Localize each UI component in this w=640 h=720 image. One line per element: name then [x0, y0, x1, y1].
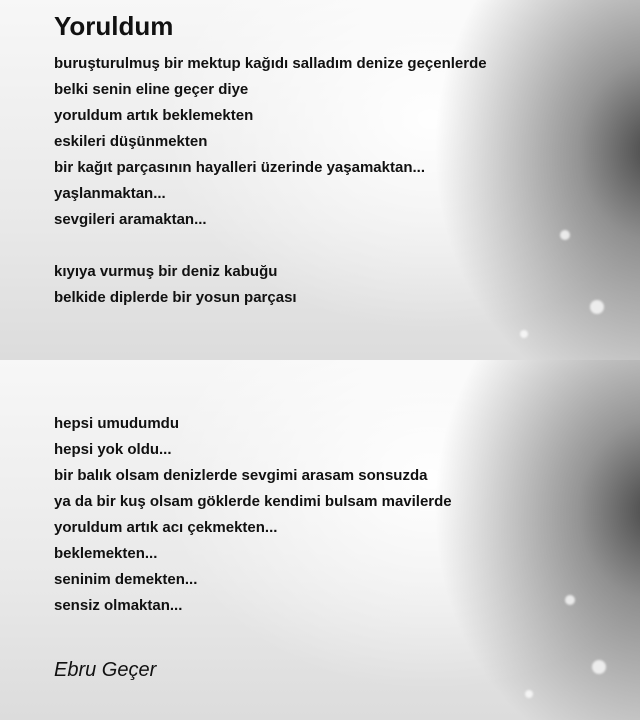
stanza-1	[54, 51, 487, 233]
poem-line: beklemekten...	[54, 545, 158, 562]
poem-line: hepsi yok oldu...	[54, 441, 172, 458]
sparkle-decoration	[590, 300, 604, 314]
poem-line: hepsi umudumdu	[54, 415, 179, 432]
poem-line: eskileri düşünmekten	[54, 133, 208, 150]
poem-line: bir balık olsam denizlerde sevgimi arasam sonsuzda	[54, 467, 428, 484]
poem-title: Yoruldum	[54, 11, 174, 41]
stanza-2	[54, 259, 297, 311]
sparkle-decoration	[520, 330, 528, 338]
poem-line: sevgileri aramaktan...	[54, 211, 207, 228]
poem-line: kıyıya vurmuş bir deniz kabuğu	[54, 263, 278, 280]
poem-line: yaşlanmaktan...	[54, 185, 166, 202]
sparkle-decoration	[565, 595, 575, 605]
stanza-3	[54, 411, 452, 619]
poem-line: ya da bir kuş olsam göklerde kendimi bulsam mavilerde	[54, 493, 452, 510]
sparkle-decoration	[525, 690, 533, 698]
poem-line: sensiz olmaktan...	[54, 597, 183, 614]
poem-line: belki senin eline geçer diye	[54, 81, 249, 98]
sparkle-decoration	[560, 230, 570, 240]
poem-line: belkide diplerde bir yosun parçası	[54, 289, 297, 306]
poem-line: yoruldum artık beklemekten	[54, 107, 254, 124]
sparkle-decoration	[592, 660, 606, 674]
poem-line: yoruldum artık acı çekmekten...	[54, 519, 278, 536]
poem-line: seninim demekten...	[54, 571, 198, 588]
poem-card-bottom	[0, 360, 640, 720]
poem-author: Ebru Geçer	[54, 659, 157, 681]
poem-line: buruşturulmuş bir mektup kağıdı salladım denize geçenlerde	[54, 55, 487, 72]
poem-line: bir kağıt parçasının hayalleri üzerinde yaşamaktan...	[54, 159, 425, 176]
